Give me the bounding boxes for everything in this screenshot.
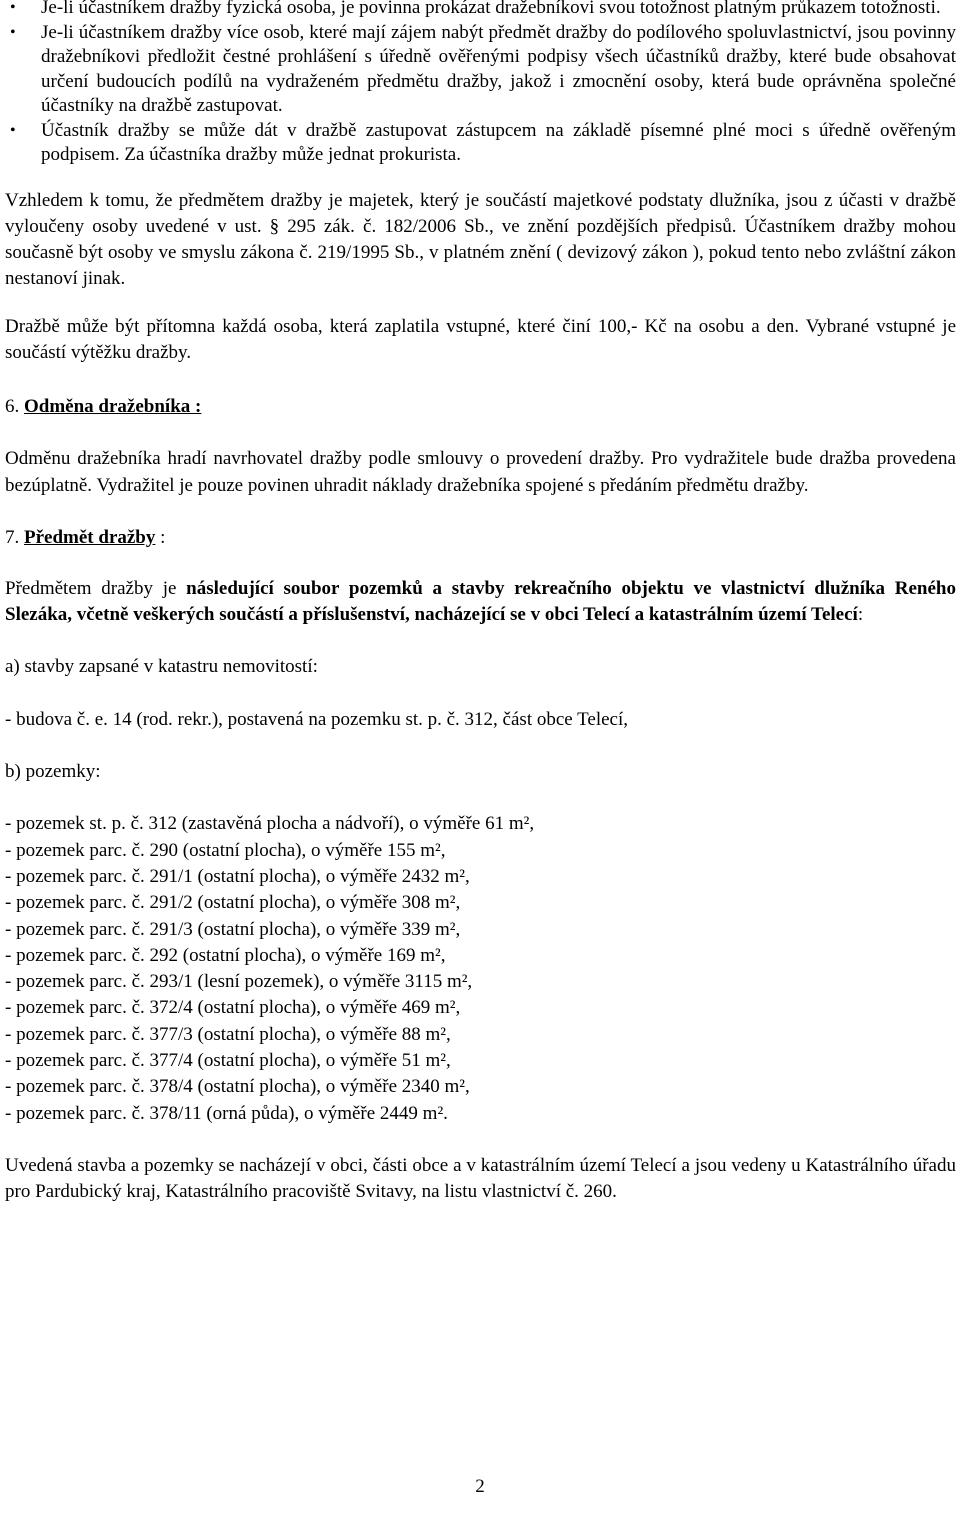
section-title: Předmět dražby <box>24 526 156 548</box>
sub-heading-b: b) pozemky: <box>5 761 101 783</box>
parcel-item: - pozemek parc. č. 292 (ostatní plocha), o výměře 169 m², <box>5 944 446 966</box>
section-6-heading <box>5 394 956 420</box>
parcel-list <box>5 811 956 1127</box>
parcel-item: - pozemek parc. č. 377/3 (ostatní plocha), o výměře 88 m², <box>5 1023 451 1045</box>
section-title: Odměna dražebníka : <box>24 396 202 418</box>
document-page <box>5 0 956 1206</box>
bullet-item <box>5 21 956 119</box>
bullet-text: Je-li účastníkem dražby fyzická osoba, je povinna prokázat dražebníkovi svou totožnost platným průkazem totožnosti. <box>41 0 941 18</box>
bullet-list <box>5 0 956 168</box>
subject-intro-bold: následující soubor pozemků a stavby rekreačního objektu ve vlastnictví dlužníka Reného Slezáka, včetně veškerých součástí a příslušenství, nacházející se v obci Telecí a katastrálním území Telecí <box>5 577 957 626</box>
section-number: 7. <box>5 526 20 548</box>
section-7-heading <box>5 525 956 551</box>
building-item: - budova č. e. 14 (rod. rekr.), postavená na pozemku st. p. č. 312, část obce Telecí, <box>5 708 629 730</box>
section-number: 6. <box>5 396 20 418</box>
parcel-item: - pozemek parc. č. 378/4 (ostatní plocha), o výměře 2340 m², <box>5 1076 470 1098</box>
bullet-text: Účastník dražby se může dát v dražbě zastupovat zástupcem na základě písemné plné moci s úředně ověřeným podpisem. Za účastníka dražby může jednat prokurista. <box>41 119 956 165</box>
parcel-item: - pozemek st. p. č. 312 (zastavěná plocha a nádvoří), o výměře 61 m², <box>5 813 535 835</box>
parcel-item: - pozemek parc. č. 293/1 (lesní pozemek), o výměře 3115 m², <box>5 971 473 993</box>
subject-intro <box>5 576 956 629</box>
section-title-suffix: : <box>155 526 166 548</box>
section-6-text: Odměnu dražebníka hradí navrhovatel dražby podle smlouvy o provedení dražby. Pro vydražitele bude dražba provedena bezúplatně. Vydražitel je pouze povinen uhradit náklady dražebníka spojené s předáním předmětu dražby. <box>5 448 956 496</box>
subject-intro-end: : <box>857 604 864 626</box>
bullet-icon: • <box>10 121 16 139</box>
parcel-item: - pozemek parc. č. 291/1 (ostatní plocha), o výměře 2432 m², <box>5 865 470 887</box>
entrance-fee-paragraph: Dražbě může být přítomna každá osoba, která zaplatila vstupné, které činí 100,- Kč na osobu a den. Vybrané vstupné je součástí výtěžku dražby. <box>5 315 956 363</box>
parcel-item: - pozemek parc. č. 290 (ostatní plocha), o výměře 155 m², <box>5 839 446 861</box>
parcel-item: - pozemek parc. č. 372/4 (ostatní plocha), o výměře 469 m², <box>5 997 461 1019</box>
parcel-item: - pozemek parc. č. 291/3 (ostatní plocha), o výměře 339 m², <box>5 918 461 940</box>
parcel-item: - pozemek parc. č. 291/2 (ostatní plocha), o výměře 308 m², <box>5 892 461 914</box>
parcel-item: - pozemek parc. č. 378/11 (orná půda), o výměře 2449 m². <box>5 1102 448 1124</box>
subject-intro-plain: Předmětem dražby je <box>5 577 187 599</box>
bullet-item <box>5 119 956 168</box>
bullet-icon: • <box>10 23 16 41</box>
bullet-icon: • <box>10 0 16 16</box>
sub-heading-a: a) stavby zapsané v katastru nemovitostí: <box>5 656 318 678</box>
page-number: 2 <box>475 1476 485 1497</box>
bullet-item <box>5 0 956 21</box>
closing-paragraph: Uvedená stavba a pozemky se nacházejí v obci, části obce a v katastrálním území Telecí a jsou vedeny u Katastrálního úřadu pro Pardubický kraj, Katastrálního pracoviště Svitavy, na listu vlastnictví č. 260. <box>5 1154 956 1203</box>
exclusion-paragraph: Vzhledem k tomu, že předmětem dražby je majetek, který je součástí majetkové podstaty dlužníka, jsou z účasti v dražbě vyloučeny osoby uvedené v ust. § 295 zák. č. 182/2006 Sb., ve znění pozdějších předpisů. Účastníkem dražby mohou současně být osoby ve smyslu zákona č. 219/1995 Sb., v platném znění ( devizový zákon ), pokud tento nebo zvláštní zákon nestanoví jinak. <box>5 189 956 290</box>
bullet-text: Je-li účastníkem dražby více osob, které mají zájem nabýt předmět dražby do podílového spoluvlastnictví, jsou povinny dražebníkovi předložit čestné prohlášení s úředně ověřenými podpisy všech účastníků dražby, které bude obsahovat určení budoucích podílů na vydraženém předmětu dražby, jakož i zmocnění osoby, která bude oprávněna společné účastníky na dražbě zastupovat. <box>41 21 956 116</box>
parcel-item: - pozemek parc. č. 377/4 (ostatní plocha), o výměře 51 m², <box>5 1050 451 1072</box>
